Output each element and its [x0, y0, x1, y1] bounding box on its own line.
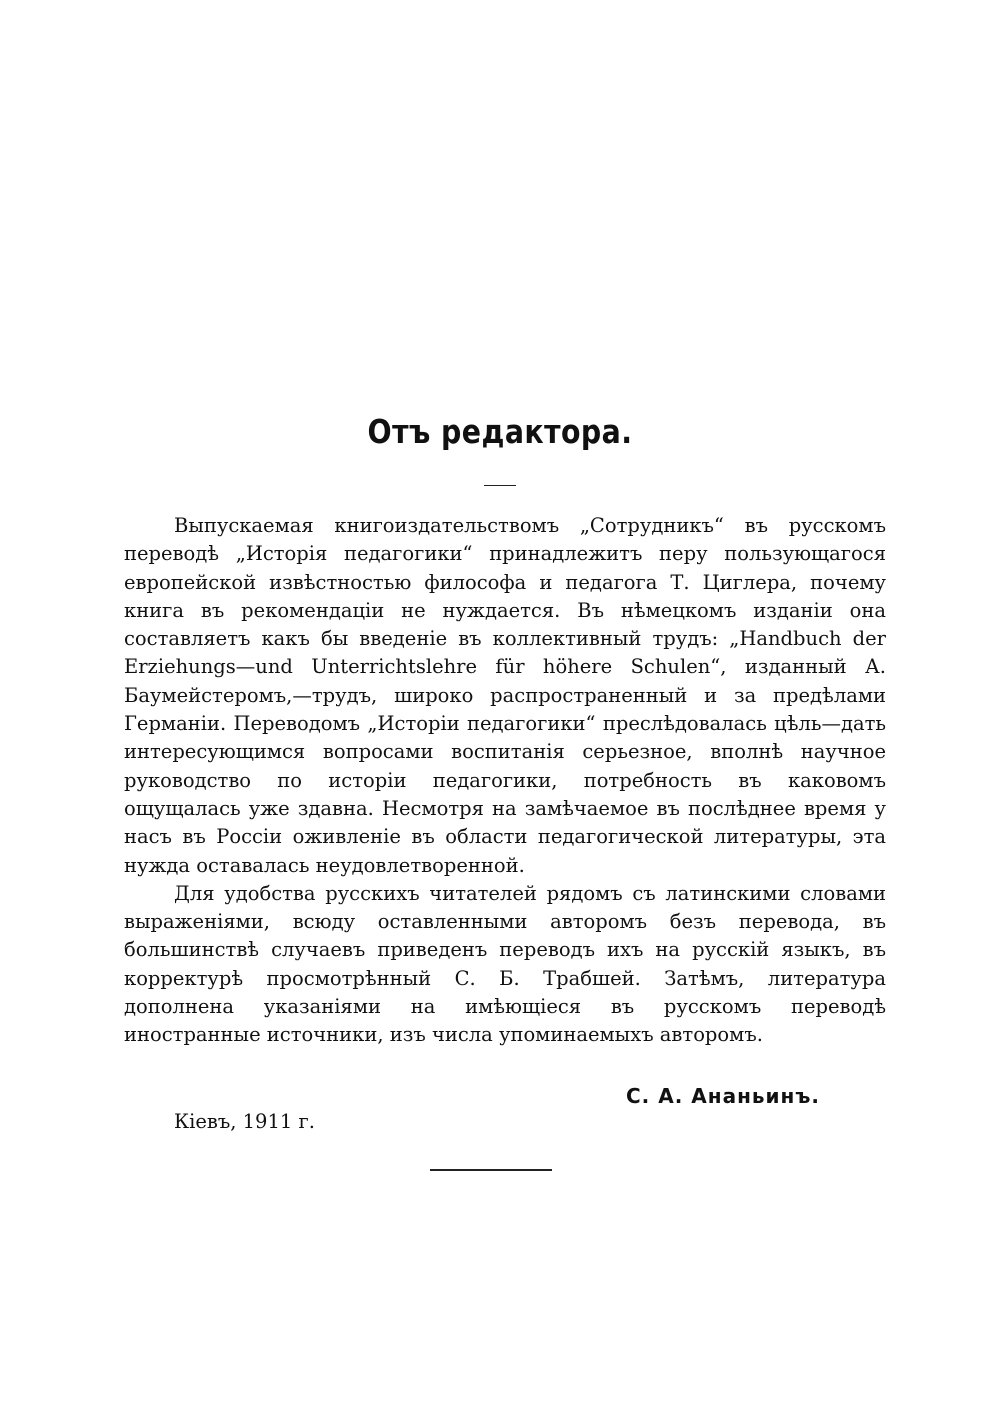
- paragraph-2: Для удобства русскихъ читателей рядомъ съ латинскими словами выраженіями, всюду оставленными авторомъ безъ перевода, въ большинствѣ случаевъ приведенъ переводъ ихъ на русскій языкъ, въ корректурѣ просмотрѣнный С. Б. Трабшей. Затѣмъ, литература дополнена указаніями на имѣющіеся въ русскомъ переводѣ иностранные источники, изъ числа упоминаемыхъ авторомъ.: [124, 881, 886, 1047]
- preface-body: [124, 512, 886, 1050]
- end-divider: [430, 1169, 552, 1171]
- editor-signature: С. А. Ананьинъ.: [626, 1084, 820, 1108]
- paragraph-1: Выпускаемая книгоиздательствомъ „Сотрудникъ“ въ русскомъ переводѣ „Исторія педагогики“ принадлежитъ перу пользующагося европейской извѣстностью философа и педагога Т. Циглера, почему книга въ рекомендаціи не нуждается. Въ нѣмецкомъ изданіи она составляетъ какъ бы введеніе въ коллективный трудъ: „Handbuch der Erziehungs—und Unterrichtslehre für höhere Schulen“, изданный А. Баумейстеромъ,—трудъ, широко распространенный и за предѣлами Германіи. Переводомъ „Исторіи педагогики“ преслѣдовалась цѣль—дать интересующимся вопросами воспитанія серьезное, вполнѣ научное руководство по исторіи педагогики, потребность въ каковомъ ощущалась уже здавна. Несмотря на замѣчаемое въ послѣднее время у насъ въ Россіи оживленіе въ области педагогической литературы, эта нужда оставалась неудовлетворенной.: [124, 514, 886, 877]
- title-divider: [484, 485, 516, 486]
- place-date: Кіевъ, 1911 г.: [174, 1110, 315, 1133]
- page-title: Отъ редактора.: [367, 412, 633, 451]
